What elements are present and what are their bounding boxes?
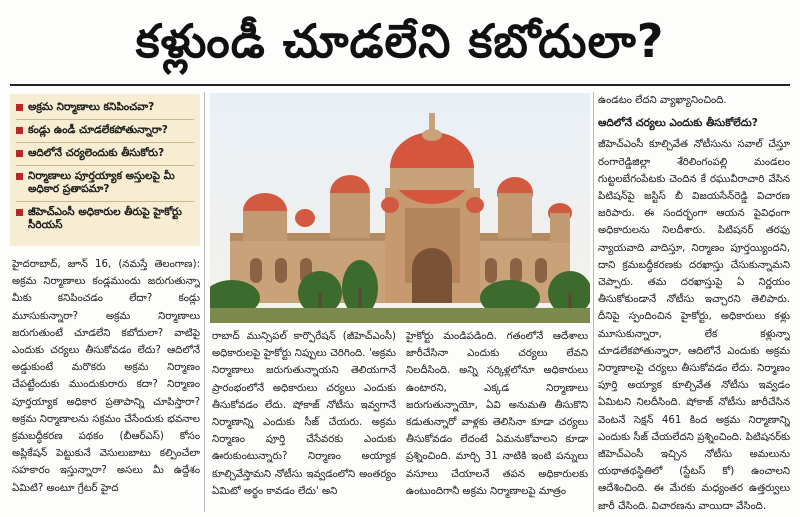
section-subhead: ఆదిలోనే చర్యలు ఎందుకు తీసుకోలేదు? <box>598 117 758 130</box>
article-column-right <box>598 92 790 514</box>
bullet-square-icon <box>16 104 23 111</box>
article-column-mid-1 <box>212 328 396 514</box>
article-text: హైదరాబాద్, జూన్ 16, (నమస్తే తెలంగాణ): అక్రమ నిర్మాణాలు కండ్లముందు జరుగుతున్నా మీకు కనిపించడం లేదా? కండ్లు మూసుకున్నారా? అక్రమ నిర్మాణాలు జరుగుతుంటే చూడలేని కబోదులా? వాటిపై ఎందుకు చర్యలు తీసుకోవడం లేదు? ఆదిలోనే అడ్డుకుంటే మరొకరు అక్రమ నిర్మాణం చేపట్టేందుకు ముందుకురారు కదా? నిర్మాణం పూర్తయ్యాక అధికార ప్రతాపాన్ని చూపిస్తారా? అక్రమ నిర్మాణాలను సక్రమం చేసేందుకు భవనాల క్రమబద్ధీకరణ పథకం (బీఆర్ఎస్) కోసం అప్లికేషన్ పెట్టుకునే వెసులుబాటు కల్పించేలా సహకారం ఇస్తున్నారా? అసలు మీ ఉద్దేశం ఏమిటి? అంటూ గ్రేటర్ హైద <box>12 259 200 494</box>
column-divider <box>593 92 594 512</box>
highlight-item <box>16 166 194 202</box>
headline: కళ్లుండీ చూడలేని కబోదులా? <box>135 14 665 68</box>
highlight-item <box>16 143 194 166</box>
highlight-text: ఆదిలోనే చర్యలెందుకు తీసుకోరు? <box>28 147 165 159</box>
highlight-item <box>16 120 194 143</box>
highlight-text: అక్రమ నిర్మాణాలు కనిపించవా? <box>28 101 155 113</box>
highlight-item <box>16 202 194 237</box>
article-text: రాబాద్ మున్సిపల్ కార్పొరేషన్ (జీహెచ్ఎంసీ) అధికారులపై హైకోర్టు నిప్పులు చెరిగింది. 'అక్రమ నిర్మాణాలు జరుగుతున్నాయని తెలియగానే ప్రారంభంలోనే అధికారులు చర్యలు ఎందుకు తీసుకోవడం లేదు. షోకాజ్ నోటీసు ఇవ్వగానే నిర్మాణాన్ని ఎందుకు సీజ్ చేయరు. అక్రమ నిర్మాణం పూర్తి చేసేవరకు ఎందుకు ఊరుకుంటున్నారు? నిర్మాణం అయ్యాక కూల్చివేస్తామని నోటీసు ఇవ్వడంలోని అంతర్యం ఏమిటో అర్థం కావడం లేదు' అని <box>212 331 396 497</box>
article-text: జీహెచ్ఎంసీ కూల్చివేత నోటీసును సవాల్ చేస్తూ రంగారెడ్డిజిల్లా శేరిలింగంపల్లి మండలం గుట్టలబేగంపేటకు చెందిన కే రఘువీరాచారి వేసిన పిటిషన్‌పై జస్టిస్ బీ విజయసేన్‌రెడ్డి విచారణ జరిపారు. ఈ సందర్భంగా ఆయన పైవిధంగా అధికారులను నిలదీశారు. పిటిషనర్ తరఫు న్యాయవాది వాదిస్తూ, నిర్మాణం పూర్తయ్యిందని, దాని క్రమబద్ధీకరణకు దరఖాస్తు చేసుకున్నామని చెప్పారు. తమ దరఖాస్తుపై ఏ నిర్ణయం తీసుకోకుండానే నోటీసు ఇచ్చారని తెలిపారు. దీనిపై స్పందించిన హైకోర్టు, అధికారులు కళ్లు మూసుకున్నారా, లేక కళ్లున్నా చూడలేకపోతున్నారా, ఆదిలోనే ఎందుకు అక్రమ నిర్మాణాలపై చర్యలు తీసుకోవడం లేదు. నిర్మాణం పూర్తి అయ్యాక కూల్చివేత నోటీసు ఇవ్వడం ఏమిటని నిలదీసింది. షోకాజ్ నోటీసు జారీచేసిన వెంటనే సెక్షన్ 461 కింద అక్రమ నిర్మాణాన్ని ఎందుకు సీజ్ చేయలేదని ప్రశ్నించింది. పిటిషనర్‌కు జీహెచ్ఎంసీ ఇచ్చిన నోటీసు అమలును యథాతథస్థితిలో (స్టేటస్ కో) ఉంచాలని ఆదేశించింది. ఈ మేరకు మధ్యంతర ఉత్తర్వులు జారీ చేసింది. విచారణను వాయిదా వేసింది. <box>598 139 790 512</box>
highlight-item <box>16 97 194 120</box>
bullet-square-icon <box>16 173 23 180</box>
article-text: ఉండటం లేదని వ్యాఖ్యానించింది. <box>598 95 727 106</box>
high-court-photo <box>210 93 590 323</box>
column-divider <box>204 92 205 512</box>
article-column-left <box>12 256 200 512</box>
bullet-square-icon <box>16 209 23 216</box>
bullet-square-icon <box>16 150 23 157</box>
article-column-mid-2 <box>406 328 588 514</box>
highlight-text: జీహెచ్ఎంసీ అధికారుల తీరుపై హైకోర్టు సీరియస్ <box>28 206 182 231</box>
highlight-text: నిర్మాణాలు పూర్తయ్యాక అస్తులపై మీ అధికార ప్రతాపమా? <box>28 170 175 195</box>
article-text: హైకోర్టు మండిపడింది. గతంలోనే ఆదేశాలు జారీచేసినా ఎందుకు చర్యలు లేవని నిలదీసింది. అన్ని సర్కిళ్లలోనూ అధికారులు ఉంటారని, ఎక్కడ నిర్మాణాలు జరుగుతున్నాయో, ఏవి అనుమతి తీసుకొని కడుతున్నారో వాళ్లకు తెలిసినా కూడా చర్యలు తీసుకోవడం లేదంటే ఏమనుకోవాలని కూడా ప్రశ్నించింది. మార్చి 31 నాటికి ఇంటి పన్నులు వసూలు చేయాలనే తపన అధికారులకు ఉంటుందిగానీ అక్రమ నిర్మాణాలపై మాత్రం <box>406 331 588 497</box>
highlights-box <box>10 94 200 246</box>
highlight-text: కండ్లు ఉండీ చూడలేకపోతున్నారా? <box>28 124 168 136</box>
headline-rule <box>10 84 790 86</box>
bullet-square-icon <box>16 127 23 134</box>
